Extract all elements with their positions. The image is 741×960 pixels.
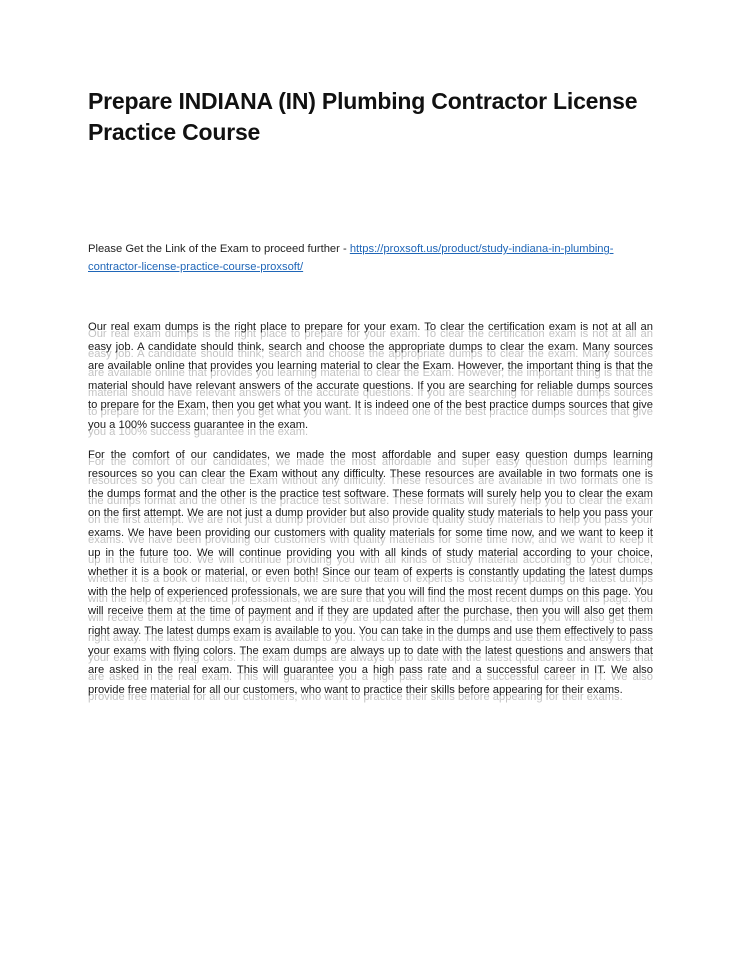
document-page <box>88 86 653 700</box>
body-paragraph-1: Our real exam dumps is the right place to prepare for your exam. To clear the certification exam is not at all an easy job. A candidate should think, search and choose the appropriate dumps to clear the exam. Many sources are available online that provides you learning material to clear the Exam. However, the important thing is that the material should have relevant answers of the accurate questions. If you are searching for reliable dumps sources to prepare for the Exam, then you get what you want. It is indeed one of the best practice dumps sources that give you a 100% success guarantee in the exam. <box>88 321 653 431</box>
document-title: Prepare INDIANA (IN) Plumbing Contractor License Practice Course <box>88 88 638 145</box>
exam-link[interactable]: https://proxsoft.us/product/study-indiana-in-plumbing-contractor-license-practice-course-proxsoft/ <box>88 243 614 273</box>
body-paragraph-2: For the comfort of our candidates, we made the most affordable and super easy question dumps learning resources so you can clear the Exam without any difficulty. These resources are available in two formats one is the dumps format and the other is the practice test software. These formats will surely help you to clear the exam on the first attempt. We are not just a dump provider but also provide quality study materials to help you pass your exams. We have been providing our customers with quality materials for some time now, and we want to keep it up in the future too. We will continue providing you with all kinds of study material according to your choice, whether it is a book or material, or even both! Since our team of experts is constantly updating the latest dumps with the help of experienced professionals, we are sure that you will find the most recent dumps on this page. You will receive them at the time of payment and if they are updated after the purchase, then you will also get them right away. The latest dumps exam is available to you. You can take in the dumps and use them effectively to pass your exams with flying colors. The exam dumps are always up to date with the latest questions and answers that are asked in the real exam. This will guarantee you a high pass rate and a successful career in IT. We also provide free material for all our customers, who want to practice their skills before appearing for their exams. <box>88 448 653 696</box>
exam-link-intro: Please Get the Link of the Exam to proceed further - <box>88 243 350 255</box>
exam-link-paragraph <box>88 240 653 276</box>
